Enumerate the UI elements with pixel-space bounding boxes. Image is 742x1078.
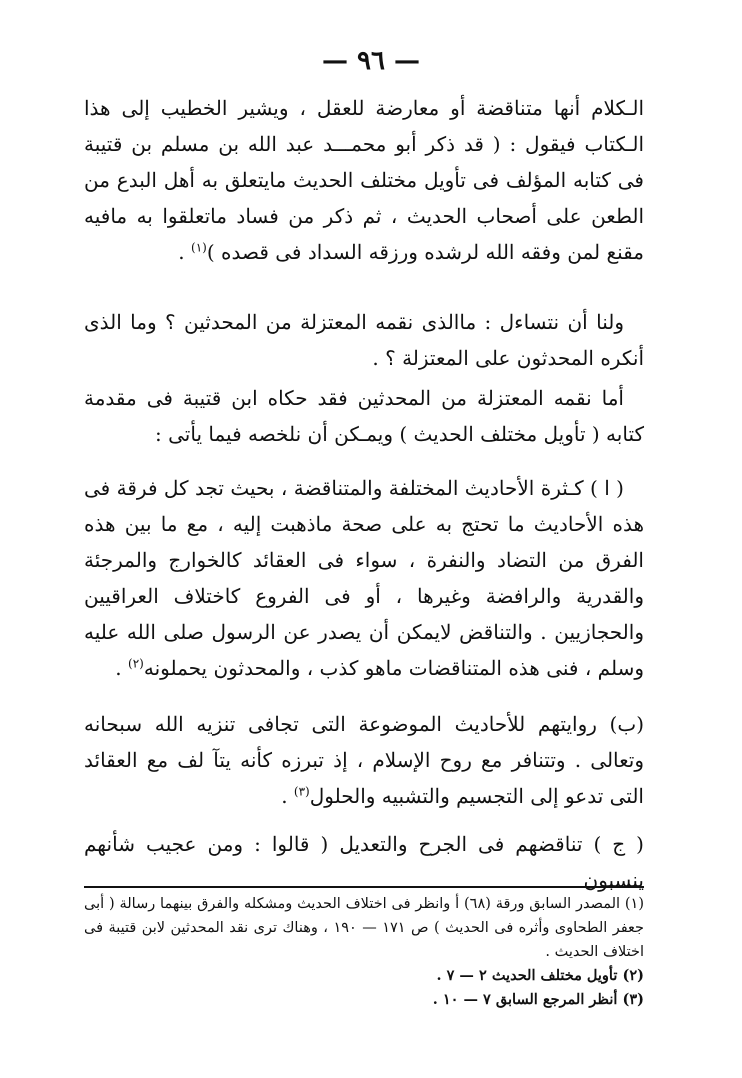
footnote-3-marker: (٣) <box>622 991 644 1008</box>
footnote-2 <box>84 964 644 988</box>
footnote-1 <box>84 892 644 964</box>
paragraph-2-text: ولنا أن نتساءل : ماالذى نقمه المعتزلة من المحدثين ؟ وما الذى أنكره المحدثون على المعتزلة ؟ . <box>84 310 644 370</box>
paragraph-1-tail: . <box>178 240 192 264</box>
paragraph-5-text: (ب) روايتهم للأحاديث الموضوعة التى تجافى تنزيه الله سبحانه وتعالى . وتتنافر مع روح الإسلام ، إذ تبرزه كأنه يتآ لف مع العقائد التى تدعو إلى التجسيم والتشبيه والحلول <box>84 712 644 808</box>
footnotes <box>84 892 644 1012</box>
footnote-ref-3: (٣) <box>293 784 310 799</box>
paragraph-4-tail: . <box>115 656 129 680</box>
paragraph-5 <box>84 706 644 814</box>
footnote-ref-2: (٢) <box>128 656 144 671</box>
paragraph-3-text: أما نقمه المعتزلة من المحدثين فقد حكاه ابن قتيبة فى مقدمة كتابه ( تأويل مختلف الحديث ) ويمـكن أن نلخصه فيما يأتى : <box>84 386 644 446</box>
paragraph-6-text: ( ج ) تناقضهم فى الجرح والتعديل ( قالوا : ومن عجيب شأنهم ينسبون <box>84 832 644 892</box>
footnote-divider <box>84 886 644 888</box>
paragraph-1 <box>84 90 644 270</box>
footnote-3-text: أنظر المرجع السابق ٧ — ١٠ . <box>432 991 618 1008</box>
paragraph-1-text: الـكلام أنها متناقضة أو معارضة للعقل ، ويشير الخطيب إلى هذا الـكتاب فيقول : ( قد ذكر أبو محمـــد عبد الله بن مسلم بن قتيبة فى كتابه المؤلف فى تأويل مختلف الحديث مايتعلق به أهل البدع من الطعن على أصحاب الحديث ، ثم ذكر من فساد ماتعلقوا به مافيه مقنع لمن وفقه الله لرشده ورزقه السداد فى قصده ) <box>84 96 644 264</box>
footnote-1-text: المصدر السابق ورقة (٦٨) أ وانظر فى اختلاف الحديث ومشكله والفرق بينهما رسالة ( أبى جعفر الطحاوى وأثره فى الحديث ) ص ١٧١ — ١٩٠ ، وهناك ترى نقد المحدثين لابن قتيبة فى اختلاف الحديث . <box>84 896 645 960</box>
page-number: — ٩٦ — <box>321 46 421 76</box>
footnote-1-marker: (١) <box>624 896 644 912</box>
footnote-2-marker: (٢) <box>622 967 644 984</box>
footnote-ref-1: (١) <box>191 240 207 255</box>
paragraph-3 <box>84 380 644 452</box>
footnote-2-text: تأويل مختلف الحديث ٢ — ٧ . <box>436 967 618 984</box>
footnote-3 <box>84 988 644 1012</box>
paragraph-4-text: ( ا ) كـثرة الأحاديث المختلفة والمتناقضة ، بحيث تجد كل فرقة فى هذه الأحاديث ما تحتج به على صحة ماذهبت إليه ، مع ما بين هذه الفرق من التضاد والنفرة ، سواء فى العقائد كالخوارج والمرجئة والقدرية والرافضة وغيرها ، أو فى الفروع كاختلاف العراقيين والحجازيين . والتناقض لايمكن أن يصدر عن الرسول صلى الله عليه وسلم ، فنى هذه المتناقضات ماهو كذب ، والمحدثون يحملونه <box>84 476 644 680</box>
paragraph-5-tail: . <box>281 784 294 808</box>
paragraph-2 <box>84 304 644 376</box>
paragraph-4 <box>84 470 644 686</box>
